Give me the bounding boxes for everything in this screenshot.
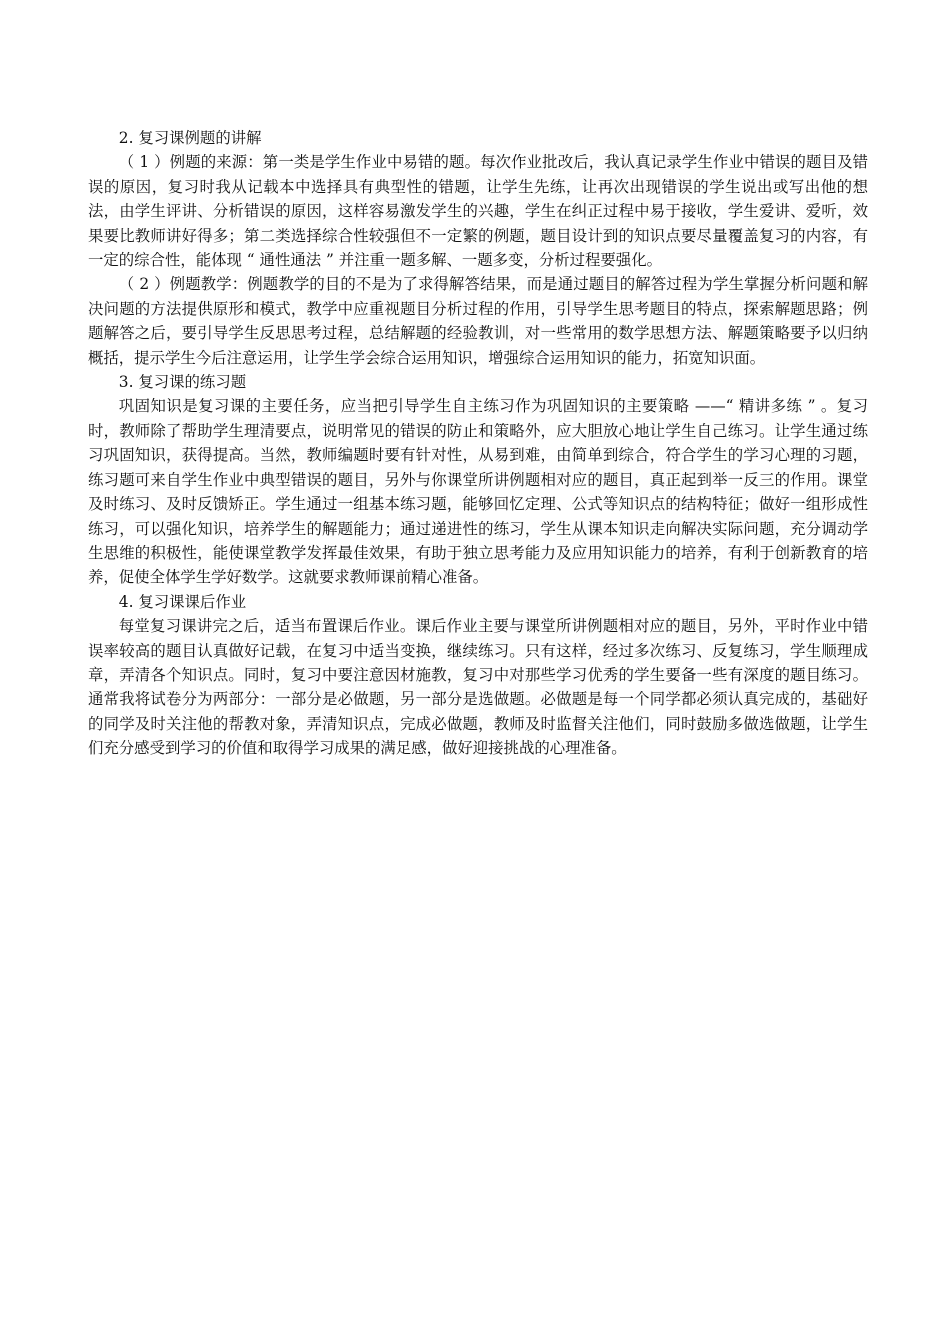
body-paragraph: 巩固知识是复习课的主要任务，应当把引导学生自主练习作为巩固知识的主要策略 ——“ 精讲多练 ” 。复习时，教师除了帮助学生理清要点，说明常见的错误的防止和策略外，应大胆放心地让学生自己练习。让学生通过练习巩固知识，获得提高。当然，教师编题时要有针对性，从易到难，由简单到综合，符合学生的学习心理的习题，练习题可来自学生作业中典型错误的题目，另外与你课堂所讲例题相对应的题目，真正起到举一反三的作用。课堂及时练习、及时反馈矫正。学生通过一组基本练习题，能够回忆定理、公式等知识点的结构特征；做好一组形成性练习，可以强化知识，培养学生的解题能力；通过递进性的练习，学生从课本知识走向解决实际问题，充分调动学生思维的积极性，能使课堂教学发挥最佳效果，有助于独立思考能力及应用知识能力的培养，有利于创新教育的培养，促使全体学生学好数学。这就要求教师课前精心准备。 xyxy=(88,397,868,587)
document-page xyxy=(88,126,868,761)
section-heading: 4. 复习课课后作业 xyxy=(118,592,247,611)
body-paragraph: （ 2 ）例题教学：例题教学的目的不是为了求得解答结果，而是通过题目的解答过程为学生掌握分析问题和解决问题的方法提供原形和模式，教学中应重视题目分析过程的作用，引导学生思考题目的特点，探索解题思路；例题解答之后，要引导学生反思思考过程，总结解题的经验教训，对一些常用的数学思想方法、解题策略要予以归纳概括，提示学生今后注意运用，让学生学会综合运用知识，增强综合运用知识的能力，拓宽知识面。 xyxy=(88,275,868,367)
section-heading: 3. 复习课的练习题 xyxy=(118,373,247,392)
section-heading: 2. 复习课例题的讲解 xyxy=(118,129,262,147)
body-paragraph: （ 1 ）例题的来源：第一类是学生作业中易错的题。每次作业批改后，我认真记录学生作业中错误的题目及错误的原因，复习时我从记载本中选择具有典型性的错题，让学生先练，让再次出现错误的学生说出或写出他的想法，由学生评讲、分析错误的原因，这样容易激发学生的兴趣，学生在纠正过程中易于接收，学生爱讲、爱听，效果要比教师讲好得多；第二类选择综合性较强但不一定繁的例题，题目设计到的知识点要尽量覆盖复习的内容，有一定的综合性，能体现 “ 通性通法 ” 并注重一题多解、一题多变，分析过程要强化。 xyxy=(88,153,868,270)
body-paragraph: 每堂复习课讲完之后，适当布置课后作业。课后作业主要与课堂所讲例题相对应的题目，另外，平时作业中错误率较高的题目认真做好记载，在复习中适当变换，继续练习。只有这样，经过多次练习、反复练习，学生顺理成章，弄清各个知识点。同时，复习中要注意因材施教，复习中对那些学习优秀的学生要备一些有深度的题目练习。通常我将试卷分为两部分：一部分是必做题，另一部分是选做题。必做题是每一个同学都必须认真完成的，基础好的同学及时关注他的帮教对象，弄清知识点，完成必做题，教师及时监督关注他们，同时鼓励多做选做题，让学生们充分感受到学习的价值和取得学习成果的满足感，做好迎接挑战的心理准备。 xyxy=(88,617,868,758)
